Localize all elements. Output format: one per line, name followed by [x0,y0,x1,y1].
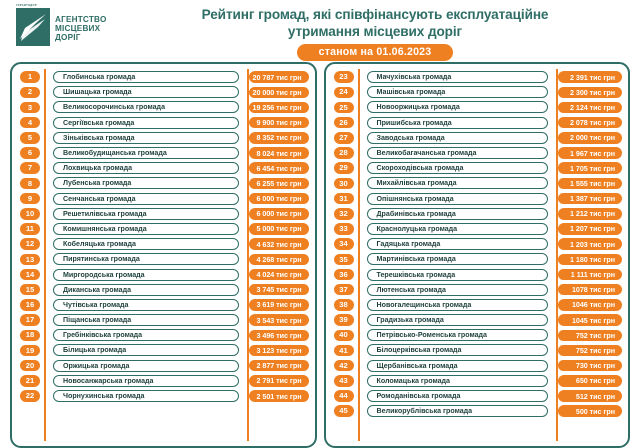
road-logo-icon [16,4,50,46]
rank-badge: 16 [20,299,40,311]
community-name: Гребінківська громада [53,329,239,341]
funding-amount: 500 тис грн [558,405,622,417]
community-name: Мартинівська громада [367,253,549,265]
table-row [332,374,623,388]
table-row [18,252,309,266]
ranking-panel-right [324,62,631,448]
rank-badge: 43 [334,375,354,387]
value-cell [249,284,309,296]
community-name: Великобагачанська громада [367,147,549,159]
funding-amount: 6 454 тис грн [249,162,309,174]
rank-badge: 21 [20,375,40,387]
value-cell [249,102,309,114]
value-cell [558,330,622,342]
table-row [18,176,309,190]
value-cell [558,269,622,281]
value-cell [558,193,622,205]
community-name: Машівська громада [367,86,549,98]
agency-logo [16,4,107,46]
rank-badge: 11 [20,223,40,235]
community-name: Лохвицька громада [53,162,239,174]
value-cell [249,223,309,235]
rank-badge: 4 [20,117,40,129]
community-name: Кобеляцька громада [53,238,239,250]
community-name: Драбинівська громада [367,208,549,220]
value-cell [558,87,622,99]
table-row [332,389,623,403]
value-cell [249,193,309,205]
funding-amount: 6 255 тис грн [249,178,309,190]
funding-amount: 3 496 тис грн [249,330,309,342]
table-row [18,100,309,114]
community-name: Чутівська громада [53,299,239,311]
title-line-1: Рейтинг громад, які співфінансують експлуатаційне [201,7,549,22]
funding-amount: 2 300 тис грн [558,87,622,99]
rank-badge: 7 [20,162,40,174]
funding-amount: 2 877 тис грн [249,360,309,372]
value-cell [249,71,309,83]
value-cell [558,162,622,174]
table-row [332,176,623,190]
value-cell [558,390,622,402]
table-row [332,116,623,130]
table-row [332,131,623,145]
funding-amount: 20 787 тис грн [249,71,309,83]
table-row [18,298,309,312]
community-name: Оржицька громада [53,360,239,372]
funding-amount: 4 024 тис грн [249,269,309,281]
community-name: Градизька громада [367,314,549,326]
value-cell [558,375,622,387]
table-row [332,222,623,236]
table-row [332,146,623,160]
value-cell [558,147,622,159]
table-row [332,267,623,281]
table-row [18,283,309,297]
rank-badge: 31 [334,193,354,205]
community-name: Заводська громада [367,132,549,144]
value-cell [558,345,622,357]
ranking-list-left [18,70,309,403]
table-row [332,192,623,206]
table-row [18,85,309,99]
ranking-list-right [332,70,623,418]
table-row [18,237,309,251]
logo-line-1: АГЕНТСТВО [55,15,107,24]
funding-amount: 2 000 тис грн [558,132,622,144]
value-cell [249,314,309,326]
table-row [18,192,309,206]
rank-badge: 45 [334,405,354,417]
road-logo-glyph [16,8,50,46]
community-name: Опішнянська громада [367,193,549,205]
community-name: Краснолуцька громада [367,223,549,235]
table-row [18,267,309,281]
funding-amount: 2 501 тис грн [249,390,309,402]
value-cell [249,87,309,99]
rank-badge: 5 [20,132,40,144]
rank-badge: 24 [334,87,354,99]
table-row [18,313,309,327]
funding-amount: 1 212 тис грн [558,208,622,220]
table-row [332,328,623,342]
rank-badge: 18 [20,330,40,342]
funding-amount: 19 256 тис грн [249,102,309,114]
table-row [332,161,623,175]
value-cell [249,238,309,250]
community-name: Піщанська громада [53,314,239,326]
community-name: Пирятинська громада [53,253,239,265]
value-cell [249,345,309,357]
funding-amount: 1045 тис грн [558,314,622,326]
table-row [18,207,309,221]
table-row [332,207,623,221]
rank-badge: 3 [20,102,40,114]
funding-amount: 512 тис грн [558,390,622,402]
community-name: Шишацька громада [53,86,239,98]
rank-badge: 17 [20,314,40,326]
funding-amount: 730 тис грн [558,360,622,372]
community-name: Сенчанська громада [53,193,239,205]
funding-amount: 3 123 тис грн [249,345,309,357]
community-name: Скороходівська громада [367,162,549,174]
value-cell [249,330,309,342]
funding-amount: 9 900 тис грн [249,117,309,129]
funding-amount: 20 000 тис грн [249,87,309,99]
rank-badge: 19 [20,345,40,357]
table-row [332,404,623,418]
rank-badge: 42 [334,360,354,372]
community-name: Сергіївська громада [53,117,239,129]
funding-amount: 2 791 тис грн [249,375,309,387]
funding-amount: 2 391 тис грн [558,71,622,83]
funding-amount: 1 555 тис грн [558,178,622,190]
table-row [332,252,623,266]
value-cell [558,238,622,250]
table-row [18,359,309,373]
value-cell [249,162,309,174]
value-cell [249,147,309,159]
table-row [332,85,623,99]
table-row [18,116,309,130]
rank-badge: 28 [334,147,354,159]
community-name: Зіньківська громада [53,132,239,144]
rank-badge: 20 [20,360,40,372]
community-name: Великосорочинська громада [53,101,239,113]
funding-amount: 4 268 тис грн [249,254,309,266]
rank-badge: 15 [20,284,40,296]
value-cell [249,269,309,281]
value-cell [249,390,309,402]
community-name: Петрівсько-Роменська громада [367,329,549,341]
rank-badge: 39 [334,314,354,326]
community-name: Чорнухинська громада [53,390,239,402]
value-cell [558,117,622,129]
funding-amount: 5 000 тис грн [249,223,309,235]
value-cell [249,117,309,129]
value-cell [249,360,309,372]
title-line-2: утримання місцевих доріг [287,24,463,40]
page-header [0,0,640,62]
value-cell [558,223,622,235]
funding-amount: 752 тис грн [558,330,622,342]
funding-amount: 1 111 тис грн [558,269,622,281]
funding-amount: 1 203 тис грн [558,238,622,250]
logo-top-text: УКРАВТОДОР [16,4,37,7]
value-cell [558,132,622,144]
rank-badge: 13 [20,254,40,266]
rank-badge: 22 [20,390,40,402]
funding-amount: 1 967 тис грн [558,147,622,159]
rank-badge: 29 [334,162,354,174]
table-row [18,70,309,84]
rank-badge: 41 [334,345,354,357]
logo-line-3: ДОРІГ [55,33,81,43]
rank-badge: 9 [20,193,40,205]
value-cell [558,208,622,220]
table-row [18,146,309,160]
rank-badge: 1 [20,71,40,83]
table-row [332,343,623,357]
table-row [18,222,309,236]
ranking-panel-left [10,62,317,448]
value-cell [249,375,309,387]
funding-amount: 6 000 тис грн [249,193,309,205]
table-row [332,359,623,373]
logo-wordmark [55,8,107,43]
community-name: Великорублівська громада [367,405,549,417]
funding-amount: 1 207 тис грн [558,223,622,235]
value-cell [558,254,622,266]
community-name: Щербанівська громада [367,360,549,372]
value-cell [558,314,622,326]
funding-amount: 3 745 тис грн [249,284,309,296]
rank-badge: 26 [334,117,354,129]
rank-badge: 25 [334,102,354,114]
rank-badge: 33 [334,223,354,235]
funding-amount: 8 352 тис грн [249,132,309,144]
community-name: Великобудищанська громада [53,147,239,159]
rank-badge: 30 [334,178,354,190]
rank-badge: 40 [334,330,354,342]
rank-badge: 44 [334,390,354,402]
value-cell [249,208,309,220]
rank-badge: 12 [20,238,40,250]
community-name: Диканська громада [53,284,239,296]
table-row [332,70,623,84]
value-cell [249,299,309,311]
rank-badge: 6 [20,147,40,159]
community-name: Решетилівська громада [53,208,239,220]
funding-amount: 1 705 тис грн [558,162,622,174]
rank-badge: 10 [20,208,40,220]
value-cell [249,178,309,190]
value-cell [558,71,622,83]
community-name: Мачухівська громада [367,71,549,83]
community-name: Миргородська громада [53,269,239,281]
community-name: Глобинська громада [53,71,239,83]
rank-badge: 23 [334,71,354,83]
table-row [332,100,623,114]
community-name: Коломацька громада [367,375,549,387]
table-row [18,131,309,145]
funding-amount: 4 632 тис грн [249,238,309,250]
community-name: Білоцерківська громада [367,344,549,356]
ranking-panels [0,62,640,448]
funding-amount: 6 000 тис грн [249,208,309,220]
rank-badge: 35 [334,254,354,266]
value-cell [249,132,309,144]
funding-amount: 2 078 тис грн [558,117,622,129]
rank-badge: 27 [334,132,354,144]
table-row [18,161,309,175]
community-name: Лубенська громада [53,177,239,189]
funding-amount: 8 024 тис грн [249,147,309,159]
rank-badge: 36 [334,269,354,281]
funding-amount: 1 387 тис грн [558,193,622,205]
table-row [18,389,309,403]
rank-badge: 32 [334,208,354,220]
table-row [332,298,623,312]
value-cell [558,405,622,417]
rank-badge: 2 [20,87,40,99]
funding-amount: 3 543 тис грн [249,314,309,326]
community-name: Гадяцька громада [367,238,549,250]
value-cell [558,102,622,114]
community-name: Новогалещинська громада [367,299,549,311]
table-row [18,343,309,357]
value-cell [558,284,622,296]
funding-amount: 1 180 тис грн [558,254,622,266]
community-name: Новооржицька громада [367,101,549,113]
community-name: Новосанжарська громада [53,375,239,387]
table-row [332,237,623,251]
funding-amount: 650 тис грн [558,375,622,387]
community-name: Терешківська громада [367,269,549,281]
funding-amount: 1078 тис грн [558,284,622,296]
community-name: Комишнянська громада [53,223,239,235]
funding-amount: 2 124 тис грн [558,102,622,114]
value-cell [249,254,309,266]
funding-amount: 1046 тис грн [558,299,622,311]
funding-amount: 3 619 тис грн [249,299,309,311]
community-name: Пришибська громада [367,117,549,129]
value-cell [558,360,622,372]
value-cell [558,299,622,311]
table-row [332,313,623,327]
table-row [18,328,309,342]
page-title [128,6,622,61]
rank-badge: 38 [334,299,354,311]
community-name: Білицька громада [53,344,239,356]
logo-line-2: МІСЦЕВИХ [55,24,101,34]
rank-badge: 37 [334,284,354,296]
community-name: Ромоданівська громада [367,390,549,402]
community-name: Лютенська громада [367,284,549,296]
rank-badge: 14 [20,269,40,281]
status-badge-date: станом на 01.06.2023 [297,44,454,61]
table-row [18,374,309,388]
funding-amount: 752 тис грн [558,345,622,357]
value-cell [558,178,622,190]
community-name: Михайлівська громада [367,177,549,189]
rank-badge: 8 [20,178,40,190]
rank-badge: 34 [334,238,354,250]
table-row [332,283,623,297]
